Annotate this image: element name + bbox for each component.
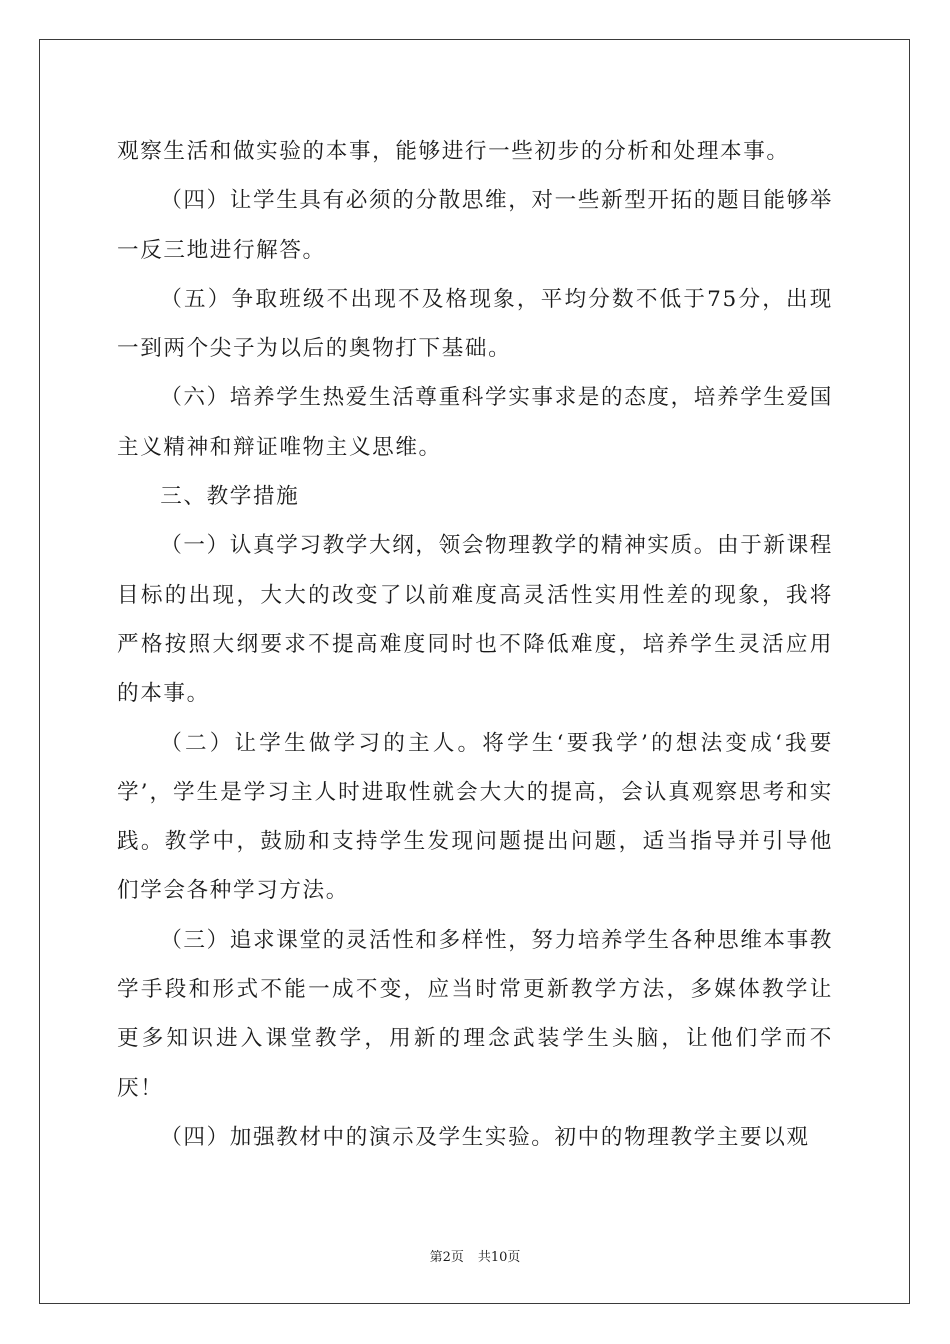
paragraph: 观察生活和做实验的本事，能够进行一些初步的分析和处理本事。 xyxy=(117,139,790,164)
paragraph: （二）让学生做学习的主人。将学生‘要我学’的想法变成‘我要学’，学生是学习主人时进取性就会大大的提高，会认真观察思考和实践。教学中，鼓励和支持学生发现问题提出问题，适当指导并引导他们学会各种学习方法。 xyxy=(117,730,833,904)
paragraph: （四）加强教材中的演示及学生实验。初中的物理教学主要以观 xyxy=(160,1124,810,1150)
document-body xyxy=(117,127,833,1162)
paragraph: （一）认真学习教学大纲，领会物理教学的精神实质。由于新课程目标的出现，大大的改变了以前难度高灵活性实用性差的现象，我将严格按照大纲要求不提高难度同时也不降低难度，培养学生灵活应用的本事。 xyxy=(117,533,833,707)
paragraph: （五）争取班级不出现不及格现象，平均分数不低于75分，出现一到两个尖子为以后的奥物打下基础。 xyxy=(117,286,833,362)
section-heading: 三、教学措施 xyxy=(160,484,300,510)
paragraph: （四）让学生具有必须的分散思维，对一些新型开拓的题目能够举一反三地进行解答。 xyxy=(117,188,833,263)
page-number: 第2页 xyxy=(429,1250,464,1265)
page-footer xyxy=(0,1246,950,1265)
paragraph: （三）追求课堂的灵活性和多样性，努力培养学生各种思维本事教学手段和形式不能一成不变，应当时常更新教学方法，多媒体教学让更多知识进入课堂教学，用新的理念武装学生头脑，让他们学而不厌！ xyxy=(117,927,833,1101)
paragraph: （六）培养学生热爱生活尊重科学实事求是的态度，培养学生爱国主义精神和辩证唯物主义思维。 xyxy=(117,385,833,460)
page-total: 共10页 xyxy=(477,1250,521,1265)
